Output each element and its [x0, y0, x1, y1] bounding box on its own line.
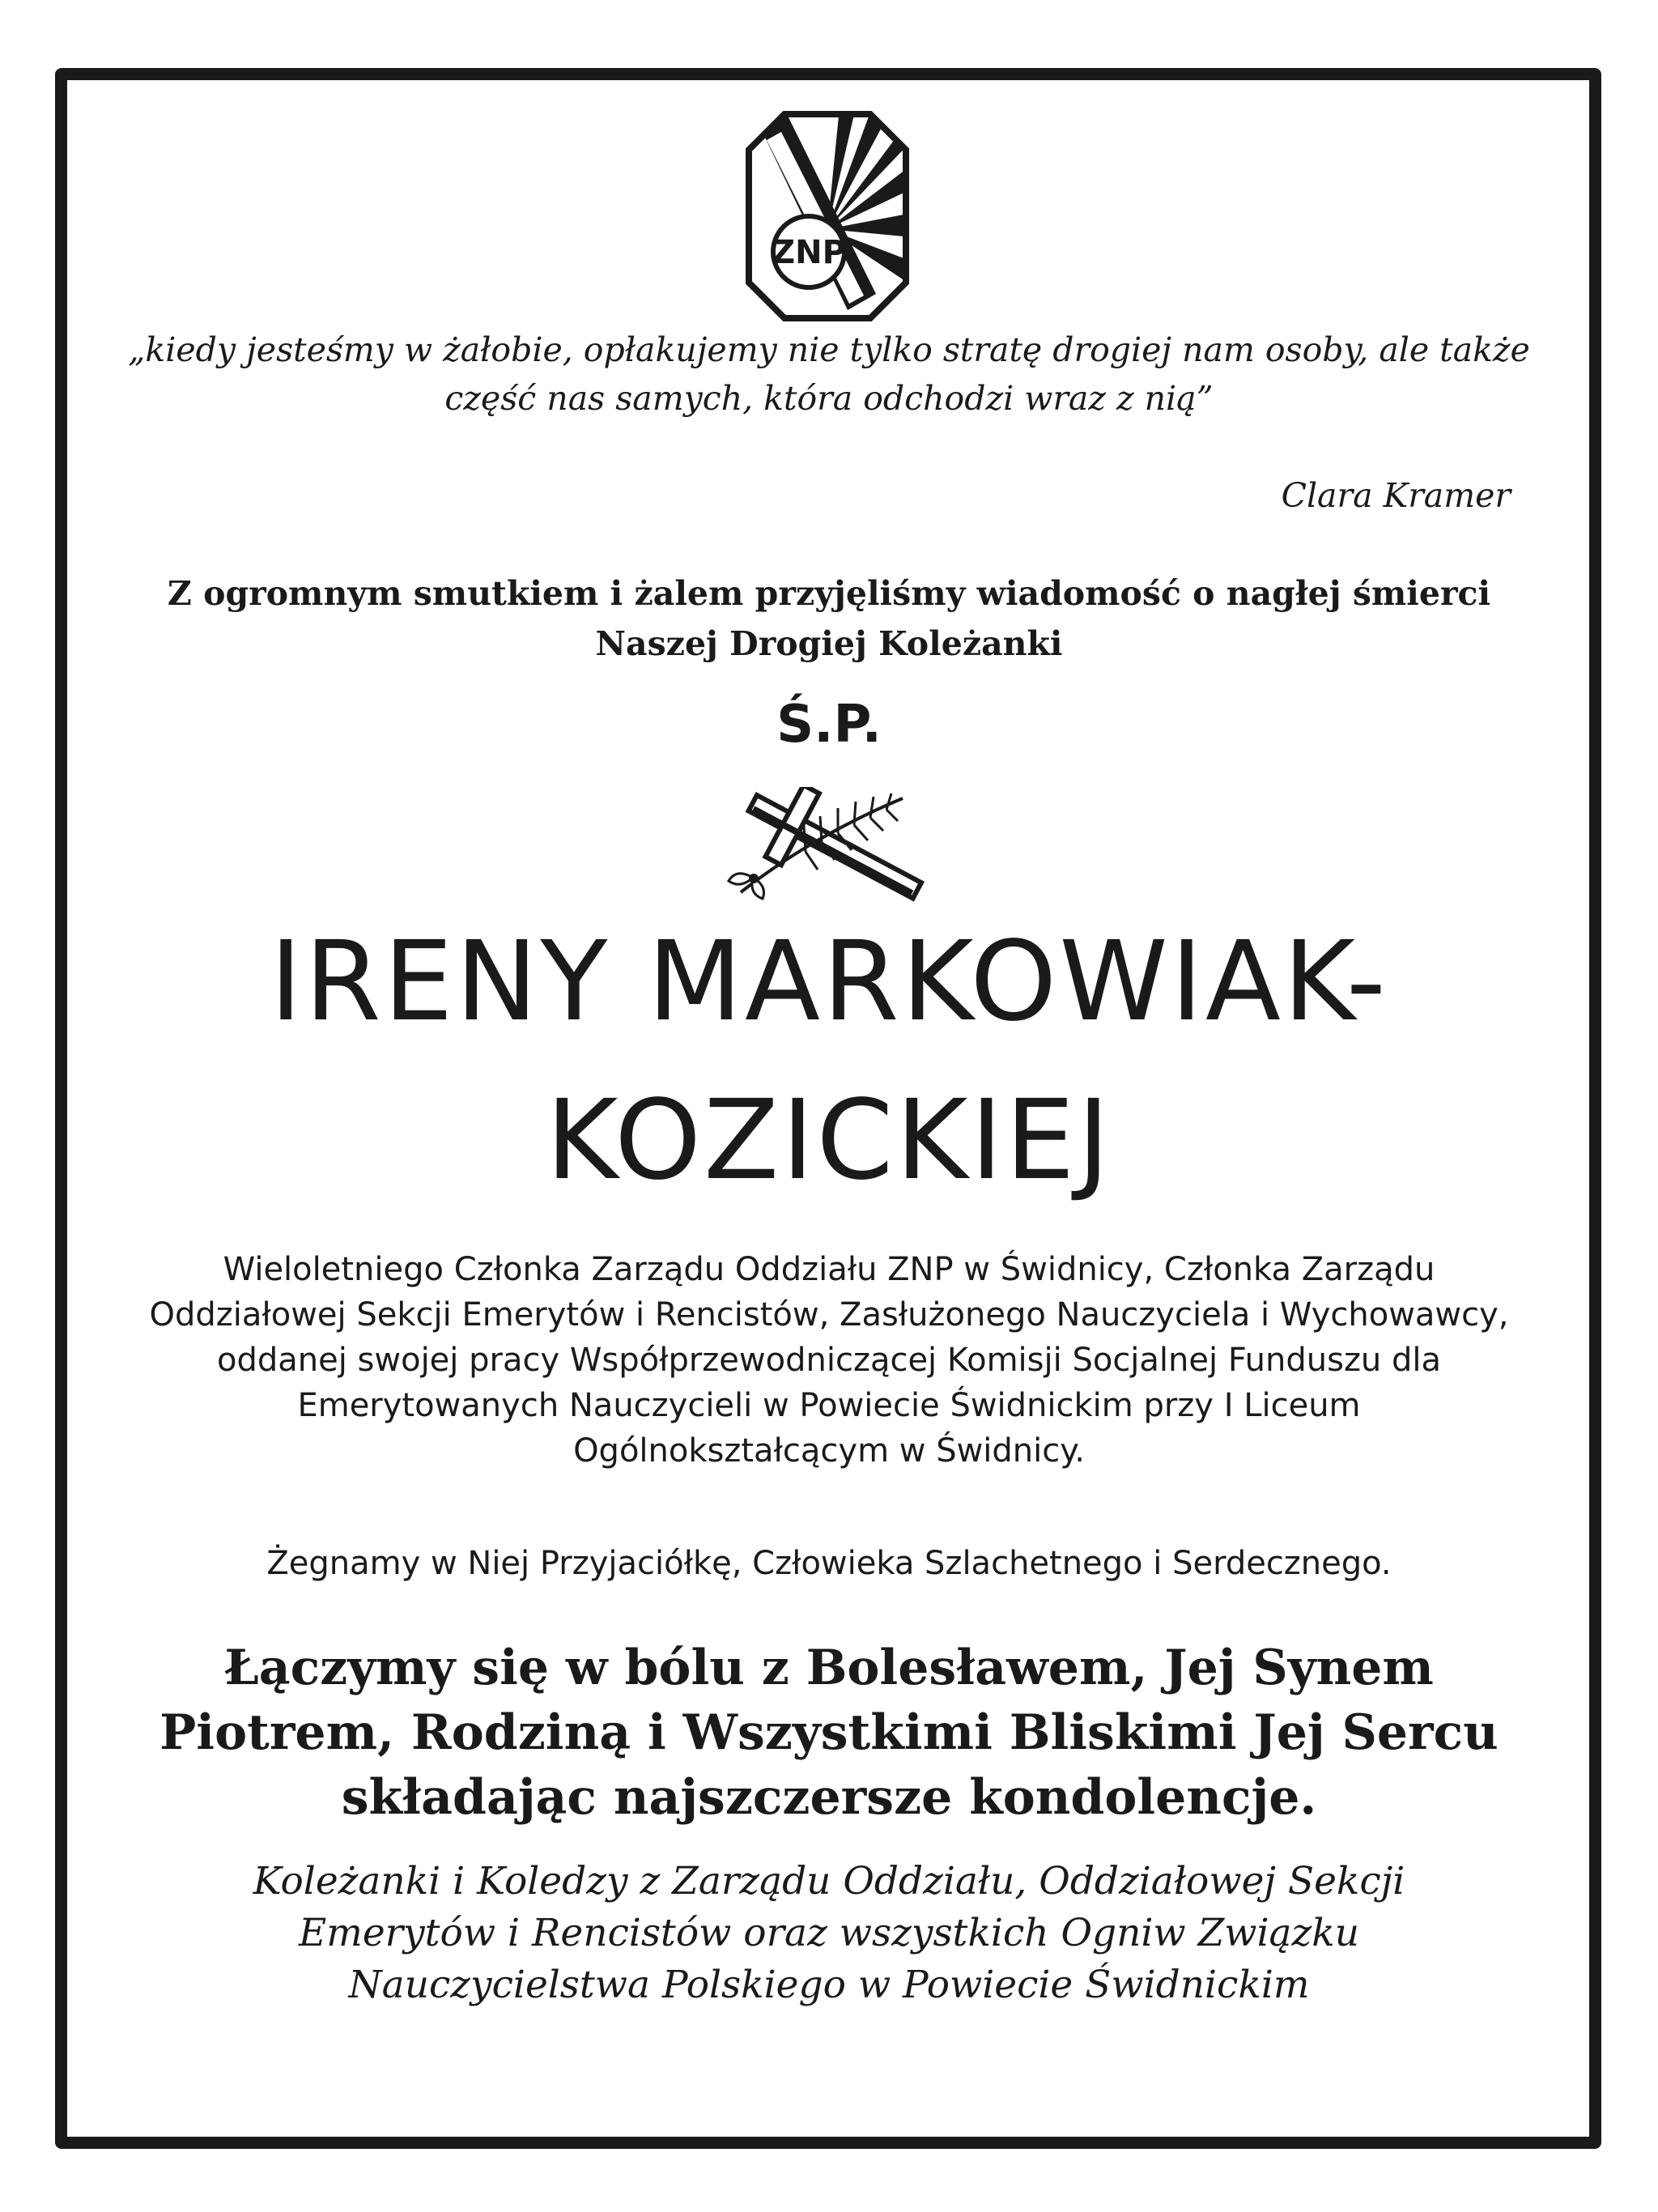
signature-line: Emerytów i Rencistów oraz wszystkich Ogniw Związku	[298, 1911, 1360, 1955]
cross-with-palm-icon	[708, 787, 951, 908]
quote-author: Clara Kramer	[1281, 476, 1511, 515]
description	[73, 1247, 1585, 1474]
quote-line: „kiedy jesteśmy w żałobie, opłakujemy nie tylko stratę drogiej nam osoby, ale także	[128, 330, 1530, 369]
condolences-line: Łączymy się w bólu z Bolesławem, Jej Synem	[224, 1640, 1434, 1696]
name-line: IRENY MARKOWIAK-	[270, 918, 1388, 1046]
signature	[73, 1856, 1585, 2011]
intro-line: Naszej Drogiej Koleżanki	[595, 624, 1063, 663]
description-line: Wieloletniego Członka Zarządu Oddziału ZNP w Świdnicy, Członka Zarządu	[223, 1251, 1435, 1288]
logo-text: ZNP	[772, 234, 846, 271]
signature-line: Nauczycielstwa Polskiego w Powiecie Świdnickim	[348, 1963, 1310, 2007]
condolences-line: składając najszczersze kondolencje.	[341, 1769, 1317, 1826]
description-line: Ogólnokształcącym w Świdnicy.	[573, 1432, 1085, 1470]
signature-line: Koleżanki i Koledzy z Zarządu Oddziału, Oddziałowej Sekcji	[253, 1859, 1405, 1904]
intro-line: Z ogromnym smutkiem i żalem przyjęliśmy wiadomość o nagłej śmierci	[167, 574, 1491, 613]
quote-line: część nas samych, która odchodzi wraz z nią”	[444, 379, 1214, 418]
description-line: Oddziałowej Sekcji Emerytów i Rencistów, Zasłużonego Nauczyciela i Wychowawcy,	[149, 1296, 1509, 1334]
quote	[73, 325, 1585, 423]
deceased-name	[0, 903, 1658, 1220]
farewell-text: Żegnamy w Niej Przyjaciółkę, Człowieka Szlachetnego i Serdecznego.	[266, 1545, 1392, 1582]
condolences-text	[73, 1636, 1585, 1830]
znp-emblem-icon	[742, 108, 912, 325]
intro-text	[0, 568, 1658, 669]
description-line: Emerytowanych Nauczycieli w Powiecie Świdnickim przy I Liceum	[297, 1387, 1361, 1424]
sp-abbreviation: Ś.P.	[776, 695, 882, 755]
condolences-line: Piotrem, Rodziną i Wszystkimi Bliskimi Jej Sercu	[159, 1704, 1499, 1761]
description-line: oddanej swojej pracy Współprzewodniczącej Komisji Socjalnej Funduszu dla	[216, 1342, 1442, 1379]
name-line: KOZICKIEJ	[546, 1077, 1112, 1205]
